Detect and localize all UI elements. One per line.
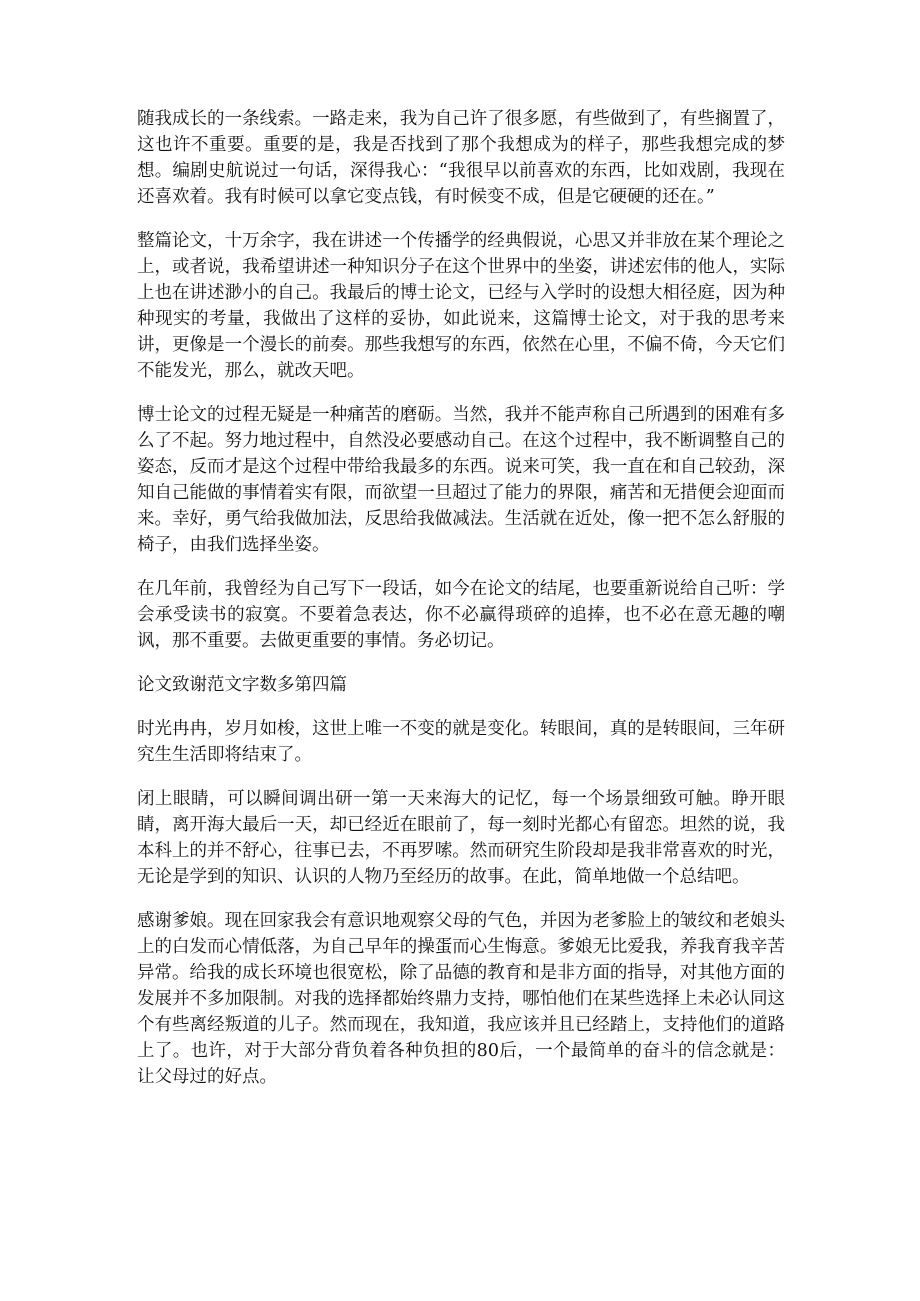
paragraph-thesis-process: 博士论文的过程无疑是一种痛苦的磨砺。当然，我并不能声称自己所遇到的困难有多么了不起。努力地过程中，自然没必要感动自己。在这个过程中，我不断调整自己的姿态，反而才是这个过程中带给我最多的东西。说来可笑，我一直在和自己较劲，深知自己能做的事情着实有限，而欲望一旦超过了能力的界限，痛苦和无措便会迎面而来。幸好，勇气给我做加法，反思给我做减法。生活就在近处，像一把不怎么舒服的椅子，由我们选择坐姿。 — [137, 405, 785, 555]
document-body — [137, 106, 785, 1108]
paragraph-time-flies: 时光冉冉，岁月如梭，这世上唯一不变的就是变化。转眼间，真的是转眼间，三年研究生生活即将结束了。 — [137, 719, 785, 765]
section-title: 论文致谢范文字数多第四篇 — [137, 675, 347, 695]
paragraph-thesis-overview: 整篇论文，十万余字，我在讲述一个传播学的经典假说，心思又并非放在某个理论之上，或者说，我希望讲述一种知识分子在这个世界中的坐姿，讲述宏伟的他人，实际上也在讲述渺小的自己。我最后的博士论文，已经与入学时的设想大相径庭，因为种种现实的考量，我做出了这样的妥协，如此说来，这篇博士论文，对于我的思考来讲，更像是一个漫长的前奏。那些我想写的东西，依然在心里，不偏不倚，今天它们不能发光，那么，就改天吧。 — [137, 231, 785, 381]
paragraph-note-to-self: 在几年前，我曾经为自己写下一段话，如今在论文的结尾，也要重新说给自己听：学会承受读书的寂寞。不要着急表达，你不必赢得琐碎的追捧，也不必在意无趣的嘲讽，那不重要。去做更重要的事情。务必切记。 — [137, 579, 785, 651]
paragraph-thanks-parents: 感谢爹娘。现在回家我会有意识地观察父母的气色，并因为老爹脸上的皱纹和老娘头上的白发而心情低落，为自己早年的操蛋而心生悔意。爹娘无比爱我，养我育我辛苦异常。给我的成长环境也很宽松，除了品德的教育和是非方面的指导，对其他方面的发展并不多加限制。对我的选择都始终鼎力支持，哪怕他们在某些选择上未必认同这个有些离经叛道的儿子。然而现在，我知道，我应该并且已经踏上，支持他们的道路上了。也许，对于大部分背负着各种负担的80后，一个最简单的奋斗的信念就是：让父母过的好点。 — [137, 911, 785, 1087]
paragraph-growth-clue: 随我成长的一条线索。一路走来，我为自己许了很多愿，有些做到了，有些搁置了，这也许不重要。重要的是，我是否找到了那个我想成为的样子，那些我想完成的梦想。编剧史航说过一句话，深得我心：“我很早以前喜欢的东西，比如戏剧，我现在还喜欢着。我有时候可以拿它变点钱，有时候变不成，但是它硬硬的还在。” — [137, 109, 785, 207]
paragraph-memories: 闭上眼睛，可以瞬间调出研一第一天来海大的记忆，每一个场景细致可触。睁开眼睛，离开海大最后一天，却已经近在眼前了，每一刻时光都心有留恋。坦然的说，我本科上的并不舒心，往事已去，不再罗嗦。然而研究生阶段却是我非常喜欢的时光，无论是学到的知识、认识的人物乃至经历的故事。在此，简单地做一个总结吧。 — [137, 789, 785, 887]
